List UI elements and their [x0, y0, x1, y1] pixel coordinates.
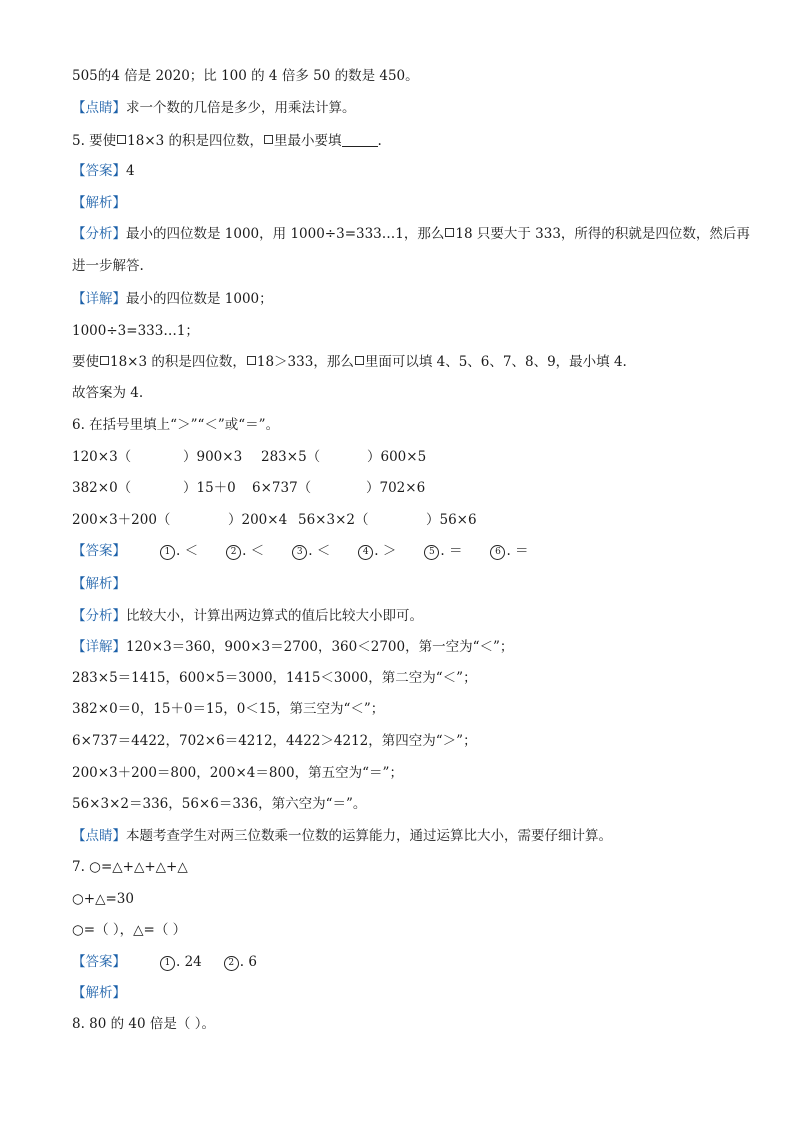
answer-tag: 【答案】 [72, 163, 126, 179]
expr-right: ）900×3 [183, 449, 243, 465]
fenxi-tag: 【分析】 [72, 608, 126, 624]
xiangjie-line [72, 289, 273, 309]
expr-right: ）702×6 [366, 480, 426, 496]
expr-right: ）200×4 [228, 512, 288, 528]
jiexi-line [72, 574, 126, 594]
answer-item [358, 541, 396, 561]
expr-left: 120×3（ [72, 449, 132, 465]
answer-tag: 【答案】 [72, 954, 126, 970]
jiexi-line [72, 193, 126, 213]
xiangjie-line [72, 637, 513, 657]
answer-line [72, 161, 135, 181]
xiangjie-text: 最小的四位数是 1000； [126, 291, 273, 307]
dianjing-line [72, 98, 356, 118]
detail-text: 里面可以填 4、5、6、7、8、9，最小填 4. [364, 354, 627, 370]
compare-row [72, 478, 425, 498]
answer-tag: 【答案】 [72, 543, 126, 559]
expr-right: ）56×6 [426, 512, 477, 528]
question-5 [72, 131, 382, 151]
dianjing-line [72, 826, 612, 846]
detail-line: 6×737＝4422，702×6＝4212，4422＞4212，第四空为“＞”； [72, 733, 477, 749]
answer-item [226, 541, 264, 561]
answer-line [72, 541, 529, 561]
square-icon [100, 356, 109, 365]
answer-line [72, 952, 257, 972]
detail-text: 120×3＝360，900×3＝2700，360＜2700，第一空为“＜”； [126, 639, 514, 655]
circled-number-icon: 1 [160, 545, 175, 560]
detail-line: 200×3＋200＝800，200×4＝800，第五空为“＝”； [72, 765, 403, 781]
fenxi-line-cont: 进一步解答. [72, 258, 144, 274]
answer-value: . 6 [239, 954, 257, 970]
detail-line [72, 352, 627, 372]
answer-value: . ＝ [506, 543, 529, 559]
q5-text: . [377, 133, 382, 149]
jiexi-tag: 【解析】 [72, 576, 126, 592]
jiexi-tag: 【解析】 [72, 195, 126, 211]
jiexi-tag: 【解析】 [72, 985, 126, 1001]
fenxi-text: 比较大小，计算出两边算式的值后比较大小即可。 [126, 608, 423, 624]
compare-row [72, 447, 426, 467]
fenxi-text: 最小的四位数是 1000，用 1000÷3=333…1，那么 [126, 226, 445, 242]
dianjing-tag: 【点睛】 [72, 828, 126, 844]
expr-left: 6×737（ [252, 480, 312, 496]
answer-value: . ＜ [242, 543, 265, 559]
detail-text: 要使 [72, 354, 99, 370]
jiexi-line [72, 983, 126, 1003]
dianjing-text: 本题考查学生对两三位数乘一位数的运算能力，通过运算比大小，需要仔细计算。 [126, 828, 612, 844]
expr-right: ）600×5 [367, 449, 427, 465]
question-8: 8. 80 的 40 倍是（ ）。 [72, 1016, 215, 1032]
circled-number-icon: 1 [160, 956, 175, 971]
compare-row [72, 510, 477, 530]
detail-text: 18＞333，那么 [256, 354, 354, 370]
square-icon [445, 228, 454, 237]
answer-item [160, 541, 198, 561]
answer-item [160, 952, 202, 972]
question-7: 7. ○=△+△+△+△ [72, 859, 188, 875]
q5-text: 里最小要填 [274, 133, 342, 149]
fenxi-line [72, 606, 423, 626]
answer-item [292, 541, 330, 561]
expr-left: 283×5（ [261, 449, 321, 465]
xiangjie-tag: 【详解】 [72, 639, 126, 655]
detail-line: 283×5＝1415，600×5＝3000，1415＜3000，第二空为“＜”； [72, 670, 477, 686]
circled-number-icon: 3 [292, 545, 307, 560]
detail-text: 18×3 的积是四位数， [110, 354, 246, 370]
expr-left: 56×3×2（ [298, 512, 369, 528]
q7-equation: ○+△=30 [72, 891, 134, 907]
fenxi-text: 18 只要大于 333，所得的积就是四位数，然后再 [455, 226, 750, 242]
expr-left: 200×3＋200（ [72, 512, 171, 528]
expr-left: 382×0（ [72, 480, 132, 496]
answer-blank [342, 133, 378, 147]
xiangjie-tag: 【详解】 [72, 291, 126, 307]
dianjing-text: 求一个数的几倍是多少，用乘法计算。 [126, 100, 356, 116]
circled-number-icon: 2 [226, 545, 241, 560]
circled-number-icon: 2 [224, 956, 239, 971]
answer-item [490, 541, 528, 561]
answer-value: . 24 [176, 954, 202, 970]
fenxi-tag: 【分析】 [72, 226, 126, 242]
circled-number-icon: 4 [358, 545, 373, 560]
answer-item [424, 541, 462, 561]
answer-value: 4 [126, 163, 135, 179]
square-icon [117, 135, 126, 144]
square-icon [264, 135, 273, 144]
question-6: 6. 在括号里填上“＞”“＜”或“＝”。 [72, 417, 280, 433]
q5-number: 5. 要使 [72, 133, 117, 149]
circled-number-icon: 6 [490, 545, 505, 560]
answer-item [224, 952, 257, 972]
conclusion-line: 故答案为 4. [72, 385, 144, 401]
answer-value: . ＝ [440, 543, 463, 559]
q7-blanks: ○=（ ），△=（ ） [72, 922, 187, 938]
dianjing-tag: 【点睛】 [72, 100, 126, 116]
circled-number-icon: 5 [424, 545, 439, 560]
expr-right: ）15＋0 [183, 480, 236, 496]
calc-line: 1000÷3=333…1； [72, 323, 199, 339]
q5-text: 18×3 的积是四位数， [127, 133, 264, 149]
square-icon [247, 356, 256, 365]
square-icon [355, 356, 364, 365]
fenxi-line [72, 224, 750, 244]
text-line: 505的4 倍是 2020；比 100 的 4 倍多 50 的数是 450。 [72, 68, 419, 84]
detail-line: 382×0＝0，15＋0＝15，0＜15，第三空为“＜”； [72, 701, 385, 717]
answer-value: . ＞ [374, 543, 397, 559]
answer-value: . ＜ [308, 543, 331, 559]
answer-value: . ＜ [176, 543, 199, 559]
detail-line: 56×3×2＝336，56×6＝336，第六空为“＝”。 [72, 796, 367, 812]
